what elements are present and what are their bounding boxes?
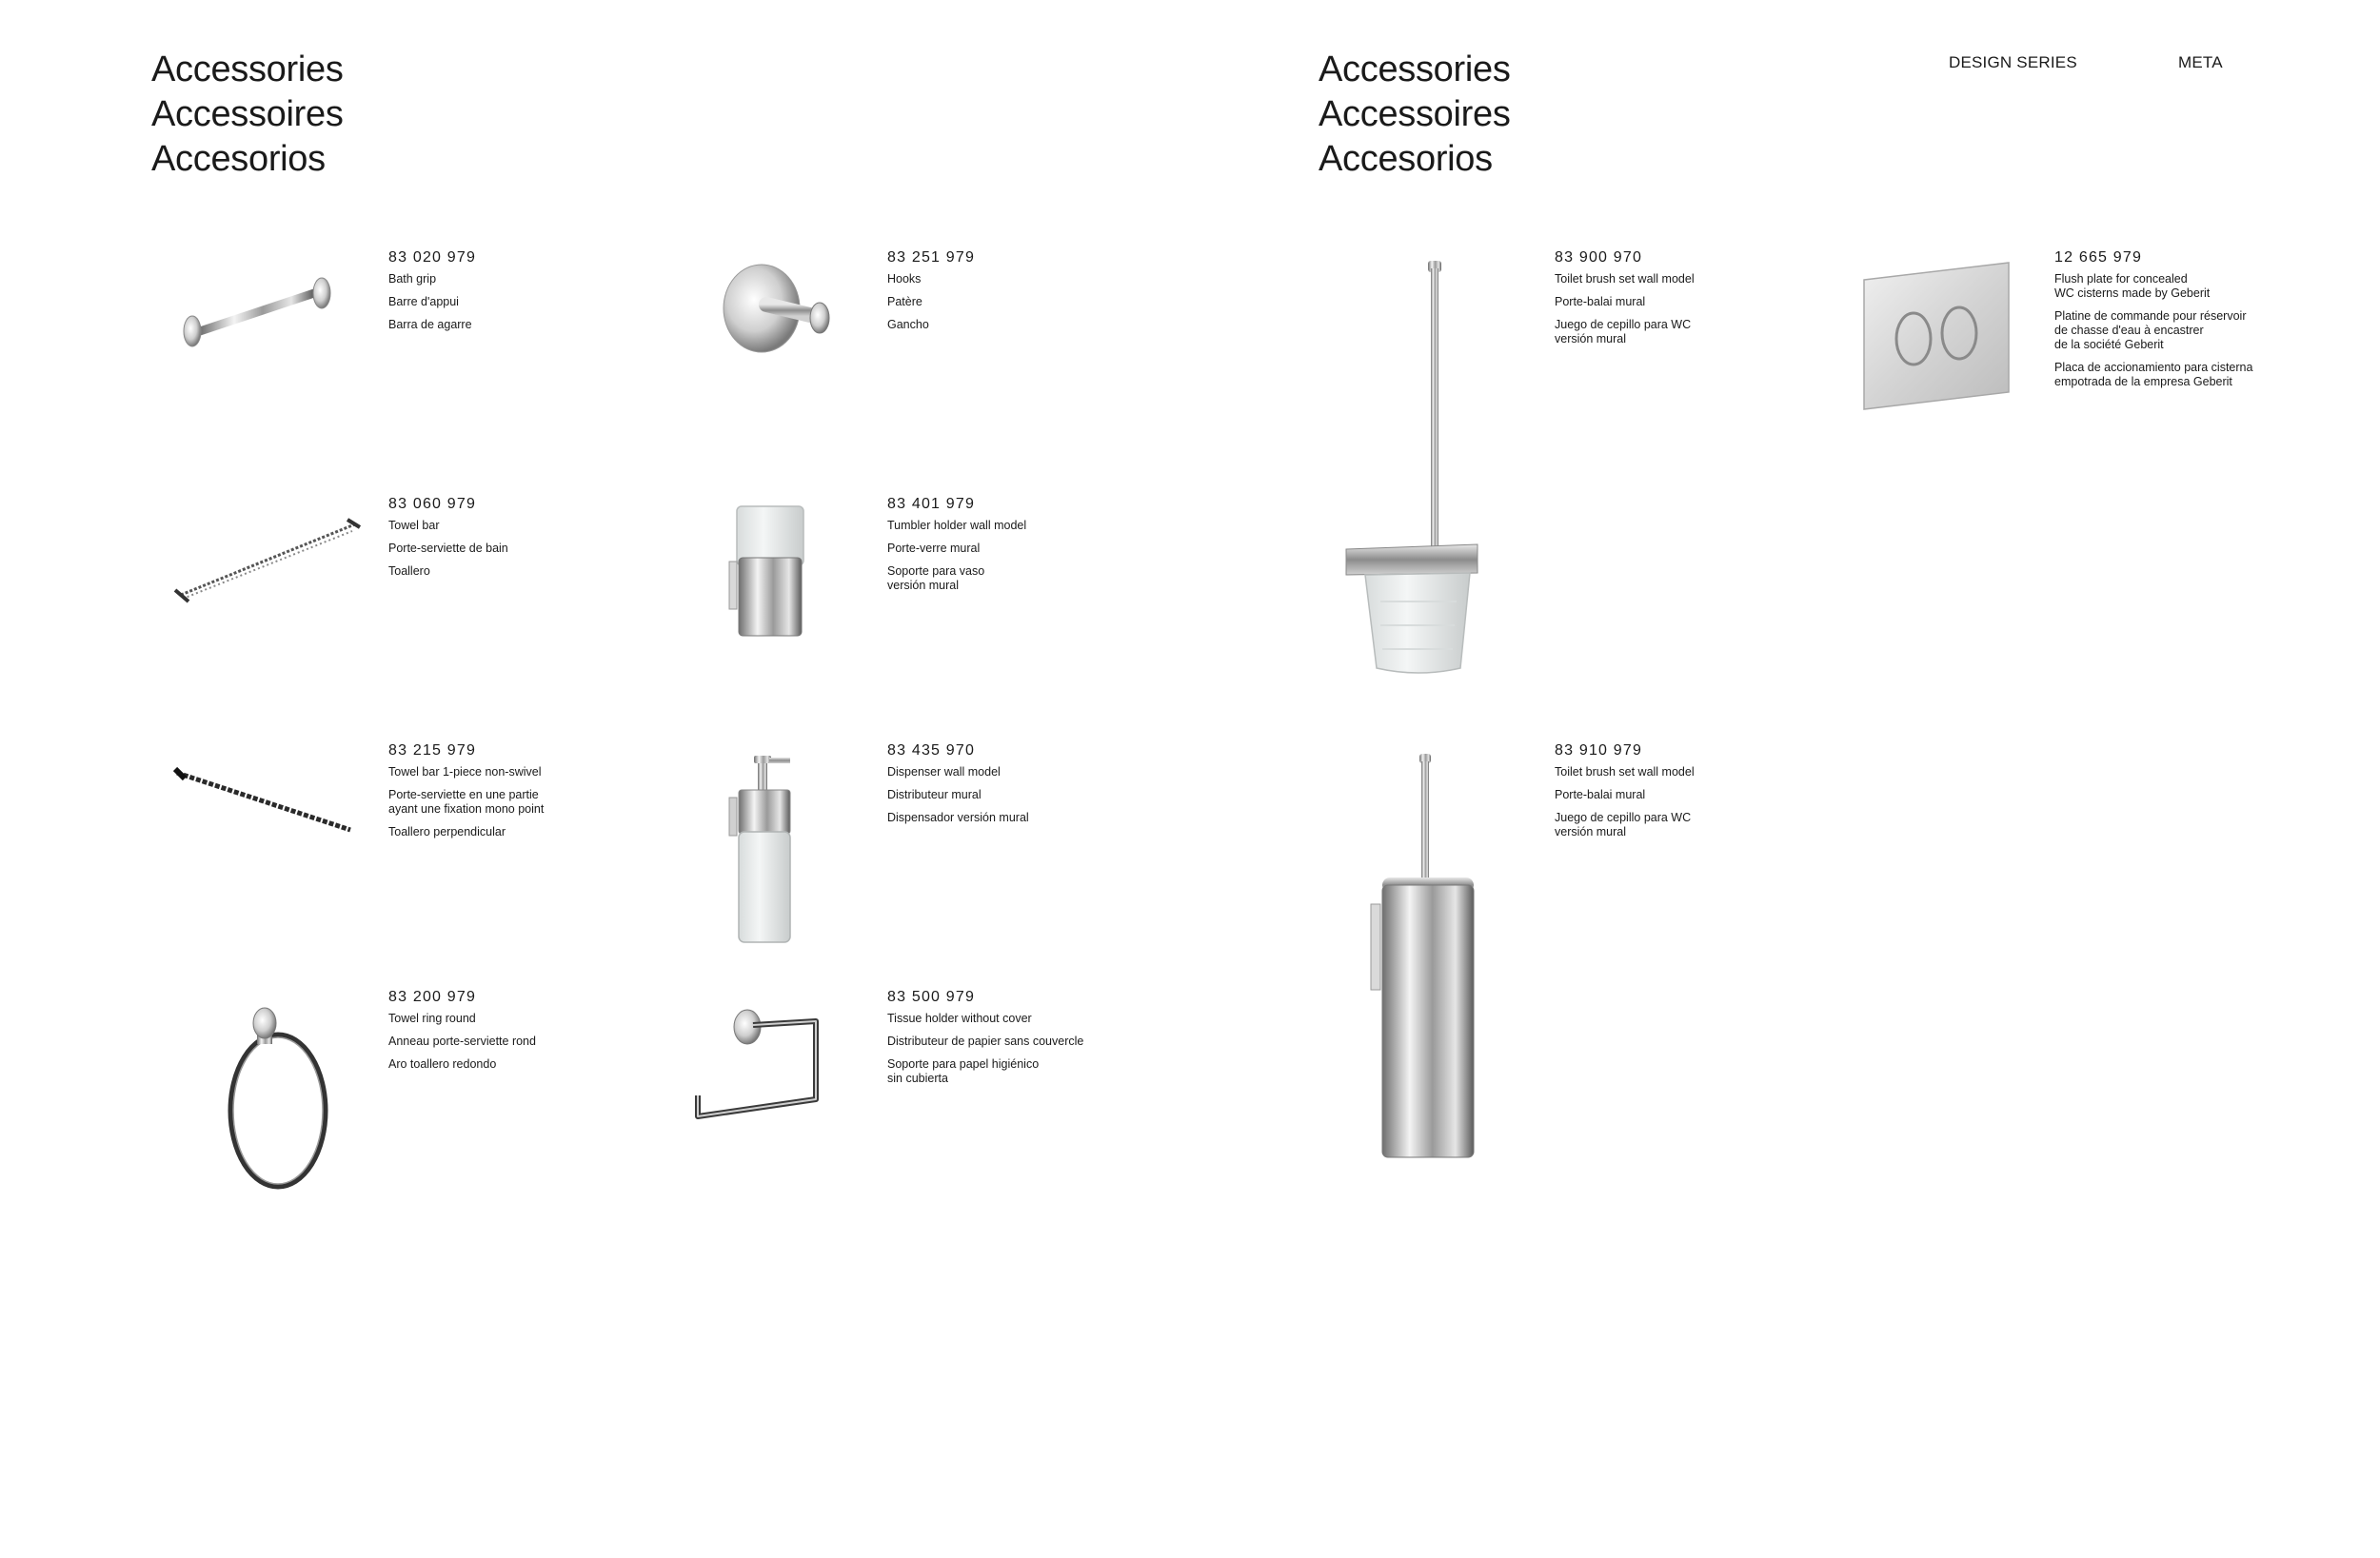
desc-en: Towel ring round xyxy=(388,1012,476,1025)
desc-fr: Porte-balai mural xyxy=(1555,295,1646,308)
product-code: 83 060 979 xyxy=(388,496,477,512)
towel-bar-icon xyxy=(171,514,362,609)
tissue-holder-icon xyxy=(690,1004,833,1128)
desc-en: Tumbler holder wall model xyxy=(887,519,1027,532)
desc-fr: Porte-balai mural xyxy=(1555,788,1646,801)
product-code: 83 401 979 xyxy=(887,496,976,512)
product-83900970 xyxy=(1555,249,1821,355)
heading-es: Accesorios xyxy=(1319,139,1493,179)
product-83200979 xyxy=(388,989,626,1080)
product-83500979 xyxy=(887,989,1135,1095)
heading-fr: Accessoires xyxy=(151,94,344,134)
desc-fr: Platine de commande pour réservoir de chasse d'eau à encastrer de la société Geberit xyxy=(2054,309,2247,351)
product-code: 83 910 979 xyxy=(1555,742,1643,759)
hook-image xyxy=(719,259,843,368)
desc-es: Dispensador versión mural xyxy=(887,811,1029,824)
desc-es: Toallero perpendicular xyxy=(388,825,506,838)
toilet-brush-glass-icon xyxy=(1342,259,1485,678)
product-83435970 xyxy=(887,742,1135,834)
desc-en: Towel bar xyxy=(388,519,440,532)
desc-es: Juego de cepillo para WC versión mural xyxy=(1555,811,1692,838)
desc-es: Placa de accionamiento para cisterna empotrada de la empresa Geberit xyxy=(2054,361,2253,388)
bath-grip-image xyxy=(171,257,362,366)
tissue-holder-image xyxy=(690,1004,833,1133)
product-12665979 xyxy=(2054,249,2340,398)
desc-en: Tissue holder without cover xyxy=(887,1012,1032,1025)
desc-fr: Anneau porte-serviette rond xyxy=(388,1035,536,1048)
heading-fr: Accessoires xyxy=(1319,94,1511,134)
desc-fr: Porte-serviette de bain xyxy=(388,542,508,555)
desc-es: Soporte para papel higiénico sin cubierta xyxy=(887,1057,1040,1085)
desc-en: Dispenser wall model xyxy=(887,765,1001,779)
desc-fr: Distributeur mural xyxy=(887,788,982,801)
desc-es: Aro toallero redondo xyxy=(388,1057,497,1071)
desc-en: Hooks xyxy=(887,272,922,286)
product-83910979 xyxy=(1555,742,1821,848)
toilet-brush-cylinder-icon xyxy=(1363,752,1487,1171)
desc-en: Bath grip xyxy=(388,272,437,286)
soap-dispenser-icon xyxy=(724,752,819,947)
design-series-label: DESIGN SERIES xyxy=(1949,53,2077,71)
product-code: 12 665 979 xyxy=(2054,249,2143,266)
product-83401979 xyxy=(887,496,1135,602)
tumbler-holder-image xyxy=(724,503,819,645)
towel-bar-non-swivel-image xyxy=(171,761,362,842)
desc-es: Juego de cepillo para WC versión mural xyxy=(1555,318,1692,345)
product-83020979 xyxy=(388,249,626,341)
product-code: 83 200 979 xyxy=(388,989,477,1005)
desc-es: Barra de agarre xyxy=(388,318,472,331)
product-code: 83 900 970 xyxy=(1555,249,1643,266)
towel-bar-image xyxy=(171,514,362,614)
bath-grip-icon xyxy=(171,257,362,362)
product-code: 83 435 970 xyxy=(887,742,976,759)
product-code: 83 251 979 xyxy=(887,249,976,266)
desc-fr: Distributeur de papier sans couvercle xyxy=(887,1035,1084,1048)
desc-fr: Barre d'appui xyxy=(388,295,459,308)
desc-fr: Patère xyxy=(887,295,922,308)
product-83060979 xyxy=(388,496,626,587)
toilet-brush-glass-image xyxy=(1342,259,1485,682)
desc-es: Toallero xyxy=(388,564,430,578)
desc-en: Toilet brush set wall model xyxy=(1555,765,1695,779)
heading-en: Accessories xyxy=(151,49,344,89)
heading-es: Accesorios xyxy=(151,139,326,179)
desc-en: Flush plate for concealed WC cisterns made by Geberit xyxy=(2054,272,2211,300)
desc-es: Gancho xyxy=(887,318,929,331)
hook-icon xyxy=(719,259,843,364)
product-code: 83 215 979 xyxy=(388,742,477,759)
towel-ring-image xyxy=(219,1004,343,1199)
desc-en: Towel bar 1-piece non-swivel xyxy=(388,765,542,779)
product-83251979 xyxy=(887,249,1135,341)
tumbler-holder-icon xyxy=(724,503,819,641)
desc-fr: Porte-verre mural xyxy=(887,542,981,555)
towel-bar-non-swivel-icon xyxy=(171,761,362,838)
product-code: 83 020 979 xyxy=(388,249,477,266)
desc-es: Soporte para vaso versión mural xyxy=(887,564,985,592)
product-code: 83 500 979 xyxy=(887,989,976,1005)
product-83215979 xyxy=(388,742,626,848)
right-page-heading xyxy=(1319,48,1511,182)
soap-dispenser-image xyxy=(724,752,819,952)
heading-en: Accessories xyxy=(1319,49,1511,89)
toilet-brush-cylinder-image xyxy=(1363,752,1487,1175)
series-name: META xyxy=(2178,53,2223,71)
flush-plate-image xyxy=(1858,259,2011,416)
flush-plate-icon xyxy=(1858,259,2011,411)
desc-en: Toilet brush set wall model xyxy=(1555,272,1695,286)
left-page-heading xyxy=(151,48,344,182)
desc-fr: Porte-serviette en une partie ayant une fixation mono point xyxy=(388,788,545,816)
towel-ring-icon xyxy=(219,1004,343,1194)
